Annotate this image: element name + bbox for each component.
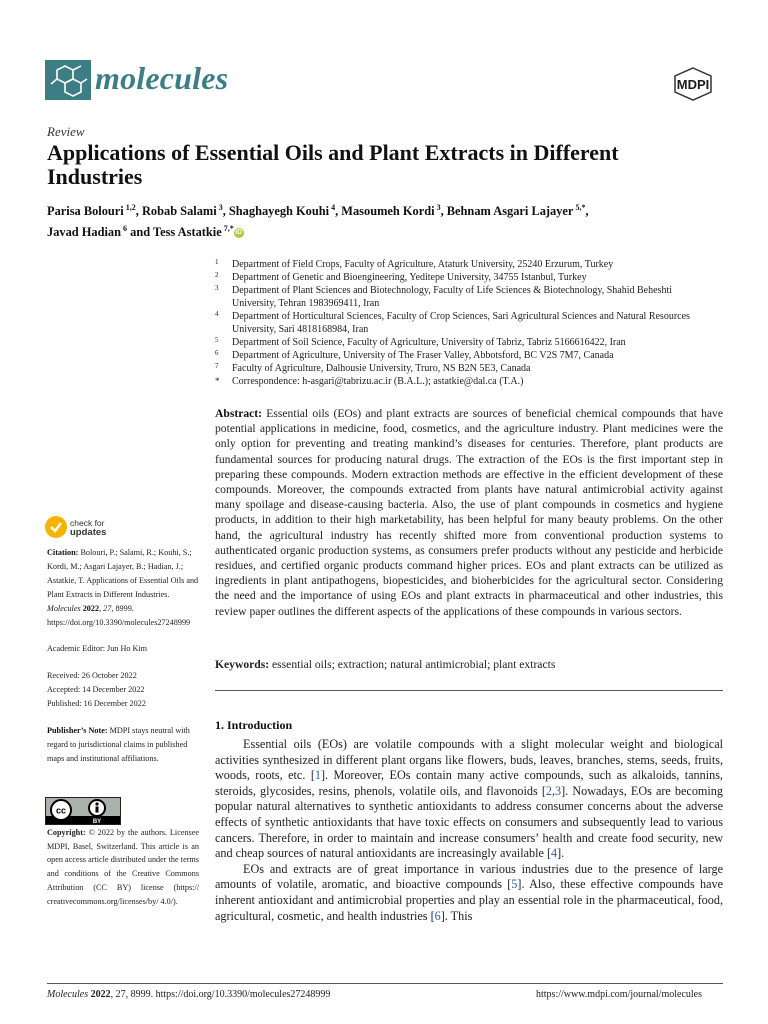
affiliation-item [215,336,715,349]
copyright-label: Copyright: [47,828,86,837]
author-affiliation-marker: 3 [216,203,223,212]
publisher-note-label: Publisher’s Note: [47,726,108,736]
reference-link[interactable]: 4 [551,846,558,861]
citation: Citation: Bolouri, P.; Salami, R.; Kouhi, S.; Kordi, M.; Asgari Lajayer, B.; Hadian, J.; Astatkie, T. Applications of Essential Oils and Plant Extracts in Different Industries. Molecules 2022, 27, 8999. https://doi.org/10.3390/molecules27248999 [47,548,199,627]
affiliation-text: Department of Field Crops, Faculty of Agriculture, Ataturk University, 25240 Erzurum, Turkey [232,259,614,270]
copyright-notice [47,826,199,908]
footer-citation [47,989,330,1000]
citation-journal: Molecules [47,603,81,613]
author-name: Masoumeh Kordi [341,204,435,219]
author[interactable] [153,225,234,239]
article-type: Review [47,124,85,139]
author-affiliation-marker: 1,2 [123,203,136,212]
affiliation-item [215,375,715,388]
citation-label: Citation: [47,548,79,557]
affiliation-number: 6 [215,349,219,357]
author-list: Parisa Bolouri $^{1,2}$, Robab Salami $^3$, Shaghayegh Kouhi $^4$, Masoumeh Kordi $^3$, Behnam Asgari Lajayer $^{5,*}$, Javad Hadian $^6$ and Tess Astatkie $^{7,*}$ iD [47,203,589,240]
academic-editor: Academic Editor: Jun Ho Kim [47,644,148,654]
author-name: Javad Hadian [47,225,122,240]
affiliation-text: Department of Plant Sciences and Biotechnology, Faculty of Life Sciences & Biotechnology, Shahid Beheshti University, Tehran 1983969411, Iran [232,285,672,309]
paragraph-text: , [551,783,556,798]
citation-volume: 27 [103,603,112,613]
keywords-text: essential oils; extraction; natural antimicrobial; plant extracts [272,658,556,671]
paragraph-text: ]. Also, these effective compounds have inherent antioxidant and antimicrobial properties and play an essential role in the pharmaceutical, food, agricultural, cosmetic, and health industries [ [215,877,723,923]
affiliation-text: Correspondence: h-asgari@tabrizu.ac.ir (B.A.L.); astatkie@dal.ca (T.A.) [232,376,524,387]
journal-name[interactable]: molecules [95,60,229,96]
abstract-label: Abstract: [215,407,263,420]
paragraph-text: ]. Moreover, EOs contain many active compounds, such as alkaloids, tannins, steroids, glycosides, resins, phenols, volatile oils, and flavonoids [ [215,768,723,798]
paragraph [215,737,723,862]
accepted-date: Accepted: 14 December 2022 [47,685,145,695]
check-for-updates-button[interactable] [45,516,125,544]
paragraph-text: ]. Nowadays, EOs are becoming popular natural alternatives to synthetic antioxidants to address consumer concerns about the adverse effects of synthetic antioxidants that have toxic effects on consumers and subsequently lead to various cancers. Therefore, in order to maintain and increase consumers’ health and create food security, new and cheap sources of natural antioxidants are increasingly available [ [215,783,723,861]
author[interactable] [142,204,223,218]
keywords-label: Keywords: [215,658,270,671]
affiliation-text: Department of Horticultural Sciences, Faculty of Crop Sciences, Sari Agricultural Sciences and Natural Resources University, Sari 4818168984, Iran [232,311,690,335]
paragraph [215,862,723,924]
footer-doi-link[interactable]: , 27, 8999. https://doi.org/10.3390/molecules27248999 [110,989,331,1000]
footer-journal-url[interactable]: https://www.mdpi.com/journal/molecules [536,989,702,1000]
affiliation-item [215,258,715,271]
affiliation-number: 1 [215,258,219,266]
paragraph-text: EOs and extracts are of great importance in various industries due to the presence of large amounts of volatile, aromatic, and bioactive compounds [ [215,861,723,892]
publisher-note [47,724,199,766]
check-updates-icon [45,516,67,538]
author-affiliation-marker: 4 [329,203,336,212]
affiliation-item [215,284,715,310]
affiliations [215,258,715,388]
updates-label: updates [70,527,107,538]
abstract [215,406,723,619]
citation-year: 2022 [82,603,100,613]
affiliation-text: Faculty of Agriculture, Dalhousie University, Truro, NS B2N 5E3, Canada [232,363,531,374]
author-affiliation-marker: 5,* [573,203,586,212]
affiliation-text: Department of Genetic and Bioengineering, Yeditepe University, 34755 Istanbul, Turkey [232,272,587,283]
article-info-sidebar [47,546,199,766]
affiliation-number: 5 [215,336,219,344]
received-date: Received: 26 October 2022 [47,671,137,681]
author-affiliation-marker: 3 [434,203,441,212]
author-affiliation-marker: 6 [121,224,128,234]
paragraph-text: ]. This [440,908,473,923]
reference-link[interactable]: 2 [545,783,552,798]
publisher-logo[interactable] [668,67,718,101]
citation-doi-link[interactable]: , 8999. https://doi.org/10.3390/molecules27248999 [47,603,191,627]
author-name: Behnam Asgari Lajayer [446,204,574,219]
introduction-body [215,737,723,924]
affiliation-text: Department of Agriculture, University of The Fraser Valley, Abbotsford, BC V2S 7M7, Canada [232,350,614,361]
affiliation-item [215,271,715,284]
affiliation-item [215,349,715,362]
section-heading: 1. Introduction [215,718,293,732]
footer-journal: Molecules [47,989,89,1000]
author[interactable] [229,204,335,218]
abstract-text: Essential oils (EOs) and plant extracts are sources of beneficial chemical compounds that have potential applications in medicine, food, cosmetics, and the agriculture industry. Plant medicines were the only option for preventing and treating mankind’s diseases for centuries. Therefore, plant products are fundamental sources for producing natural drugs. The extraction of the EOs is the first important step in preparing these compounds. Modern extraction methods are effective in the efficient development of these compounds. Moreover, the compounds extracted from plants have natural antimicrobial activity against many spoilage and disease-causing bacteria. Also, the use of plant compounds in cosmetics and hygiene products, in addition to their high marketability, has been helpful for many beauty problems. On the other hand, the agricultural industry has recently shifted more from conventional production systems to authenticated organic production systems, as consumers prefer products without any pesticide and herbicide residues, and certified organic products command higher prices. EOs and plant extracts can be utilized as ingredients in plant antipathogens, biopesticides, and bioherbicides for the agricultural sector. Considering the need and the importance of using EOs and plant extracts in pharmaceutical and other industries, this review paper outlines the different aspects of the applications of these compounds in various sectors. [215,407,723,618]
footer-year: 2022 [90,989,111,1000]
paragraph-text: ]. [557,846,565,861]
affiliation-item [215,362,715,375]
footer-divider [47,983,723,984]
author[interactable] [47,225,127,239]
affiliation-number: 4 [215,310,219,318]
reference-link[interactable]: 6 [434,908,441,923]
affiliation-number: 7 [215,362,219,370]
copyright-text: © 2022 by the authors. Licensee MDPI, Basel, Switzerland. This article is an open access article distributed under the terms and conditions of the Creative Commons Attribution (CC BY) license (https:// creativecommons.org/licenses/by/ 4.0/). [47,828,200,906]
published-date: Published: 16 December 2022 [47,699,146,709]
affiliation-text: Department of Soil Science, Faculty of Agriculture, University of Tabriz, Tabriz 5166616422, Iran [232,337,626,348]
affiliation-item [215,310,715,336]
author-name: Robab Salami [141,204,217,219]
author-name: Shaghayegh Kouhi [228,204,330,219]
check-label: check for [70,518,105,528]
author-affiliation-marker: 7,* [221,224,234,234]
affiliation-number: * [215,376,220,386]
article-title: Applications of Essential Oils and Plant Extracts in Different Industries [47,140,619,189]
citation-text: Bolouri, P.; Salami, R.; Kouhi, S.; Kordi, M.; Asgari Lajayer, B.; Hadian, J.; Astatkie, T. Applications of Essential Oils and Plant Extracts in Different Industries. [47,548,199,599]
journal-logo-icon [45,60,91,100]
author[interactable] [341,204,440,218]
author[interactable] [447,204,586,218]
cc-label: cc [55,805,67,816]
author[interactable] [47,204,136,218]
cc-by-license-badge[interactable] [45,797,121,825]
publisher-note-text: MDPI stays neutral with regard to jurisdictional claims in published maps and institutional affiliations. [47,726,190,763]
publisher-name: MDPI [676,77,710,92]
orcid-icon[interactable]: iD [235,229,243,237]
author-name: Parisa Bolouri [47,204,124,219]
reference-link[interactable]: 1 [314,768,321,783]
reference-link[interactable]: 3 [555,783,562,798]
paragraph-text: Essential oils (EOs) are volatile compounds with a slight molecular weight and biological activities synthesized in different plant organs like flowers, buds, leaves, branches, stems, seeds, fruits, woods, roots, etc. [ [215,737,723,783]
reference-link[interactable]: 5 [511,877,518,892]
keywords [215,657,723,672]
by-label: BY [92,819,102,824]
affiliation-number: 3 [215,284,219,292]
affiliation-number: 2 [215,271,219,279]
divider [215,690,723,691]
author-name: Tess Astatkie [152,225,222,240]
